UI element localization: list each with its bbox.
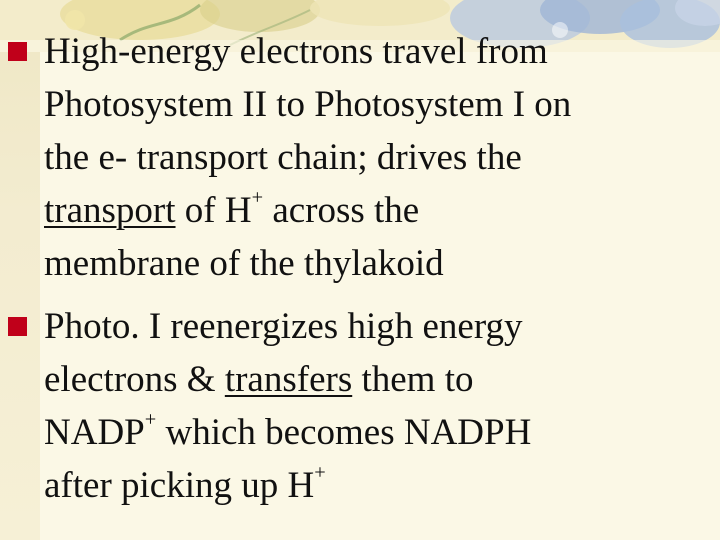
text-line <box>44 353 708 406</box>
bullet-item-2 <box>8 300 708 512</box>
text-run: of H <box>175 190 252 231</box>
superscript: + <box>314 461 326 484</box>
text-run: them to <box>352 359 474 400</box>
text-line <box>44 78 708 131</box>
text-line <box>44 459 708 512</box>
superscript: + <box>144 408 157 431</box>
text-line <box>44 25 708 78</box>
text-run: after picking up H <box>44 465 315 506</box>
underlined-term: transport <box>44 190 176 231</box>
bullet-square-icon <box>8 317 27 336</box>
text-run: membrane of the thylakoid <box>44 243 444 284</box>
text-line <box>44 300 708 353</box>
text-run: which becomes NADPH <box>156 412 532 453</box>
text-line <box>44 237 708 290</box>
text-run: Photo. I reenergizes high energy <box>44 306 523 347</box>
text-run: Photosystem II to Photosystem I on <box>44 84 572 125</box>
bullet-square-icon <box>8 42 27 61</box>
text-run: electrons & <box>44 359 225 400</box>
text-run: the e- transport chain; drives the <box>44 137 522 178</box>
text-line <box>44 131 708 184</box>
text-line <box>44 184 708 237</box>
bullet-text-1 <box>44 25 708 290</box>
text-run: NADP <box>44 412 145 453</box>
bullet-text-2 <box>44 300 708 512</box>
text-run: High-energy electrons travel from <box>44 31 548 72</box>
underlined-term: transfers <box>224 359 353 400</box>
text-run: across the <box>263 190 420 231</box>
text-line <box>44 406 708 459</box>
superscript: + <box>251 186 264 209</box>
bullet-item-1 <box>8 25 708 290</box>
